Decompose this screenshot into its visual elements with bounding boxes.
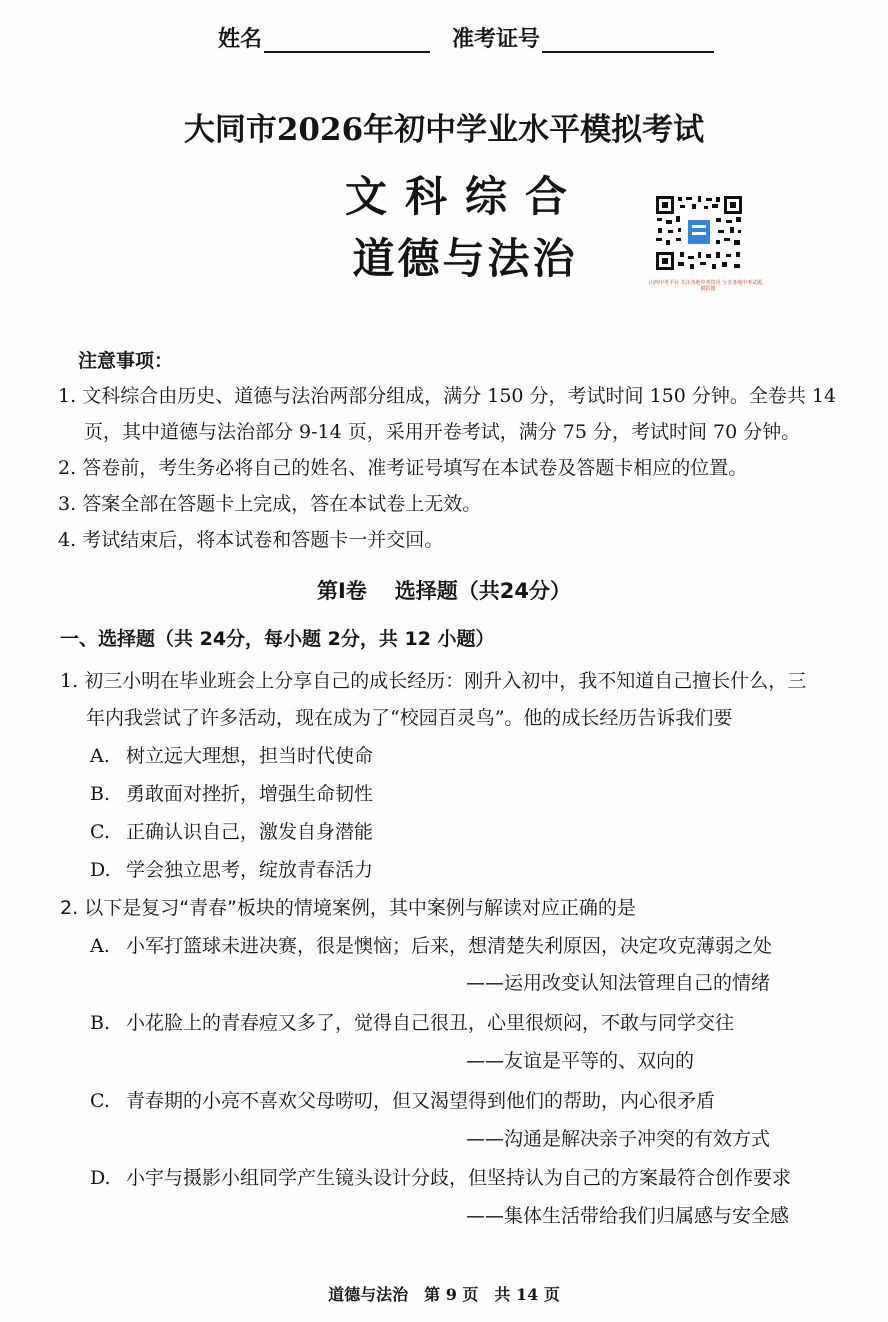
question-2-option-b-interpretation: ——友谊是平等的、双向的 <box>466 1050 695 1072</box>
qr-caption: 山西中考平台 关注各地中考资讯 分享各地中考试题、模拟题 <box>648 280 768 292</box>
option-label: C. <box>90 1090 110 1112</box>
question-1-option-a[interactable] <box>90 743 373 769</box>
question-2-stem <box>60 895 636 921</box>
option-label: D. <box>90 859 111 881</box>
question-1-option-c[interactable] <box>90 819 373 845</box>
question-number: 2. <box>60 897 79 919</box>
name-field[interactable] <box>218 22 430 53</box>
question-2-option-a-interpretation: ——运用改变认知法管理自己的情绪 <box>466 972 771 994</box>
part-heading: 一、选择题（共 24分，每小题 2分，共 12 小题） <box>60 628 495 650</box>
option-label: A. <box>90 745 110 767</box>
option-label: A. <box>90 935 110 957</box>
question-1-option-d[interactable] <box>90 857 373 883</box>
option-text: 勇敢面对挫折，增强生命韧性 <box>126 783 374 805</box>
notice-item-text: 考试结束后，将本试卷和答题卡一并交回。 <box>82 529 444 551</box>
question-text: 初三小明在毕业班会上分享自己的成长经历：刚升入初中，我不知道自己擅长什么，三 <box>84 670 807 692</box>
exam-id-label: 准考证号 <box>452 27 541 52</box>
option-label: B. <box>90 1012 111 1034</box>
option-label: C. <box>90 821 110 843</box>
question-1-stem-continuation: 年内我尝试了许多活动，现在成为了“校园百灵鸟”。他的成长经历告诉我们要 <box>86 707 733 729</box>
exam-id-blank-line[interactable] <box>542 29 714 53</box>
exam-title: 大同市2026年初中学业水平模拟考试 <box>183 112 705 148</box>
question-2-option-a[interactable] <box>90 933 772 959</box>
notice-item-3 <box>58 491 481 517</box>
question-2-option-c-interpretation: ——沟通是解决亲子冲突的有效方式 <box>466 1128 771 1150</box>
option-text: 小花脸上的青春痘又多了，觉得自己很丑，心里很烦闷，不敢与同学交往 <box>126 1012 735 1034</box>
option-text: 小宇与摄影小组同学产生镜头设计分歧，但坚持认为自己的方案最符合创作要求 <box>126 1167 792 1189</box>
option-text: 青春期的小亮不喜欢父母唠叨，但又渴望得到他们的帮助，内心很矛盾 <box>126 1090 716 1112</box>
name-label: 姓名 <box>218 27 263 52</box>
option-text: 学会独立思考，绽放青春活力 <box>126 859 374 881</box>
name-blank-line[interactable] <box>264 29 430 53</box>
section-title <box>0 575 888 605</box>
notice-item-number: 3. <box>58 493 77 515</box>
notice-item-text: 答卷前，考生务必将自己的姓名、准考证号填写在本试卷及答题卡相应的位置。 <box>82 457 748 479</box>
qr-code-icon <box>654 194 744 272</box>
notice-item-text: 文科综合由历史、道德与法治两部分组成，满分 150 分，考试时间 150 分钟。全卷共 14 <box>82 385 837 407</box>
notice-item-1 <box>58 383 836 409</box>
notice-item-number: 4. <box>58 529 77 551</box>
option-text: 小军打篮球未进决赛，很是懊恼；后来，想清楚失利原因，决定攻克薄弱之处 <box>126 935 773 957</box>
notice-item-2 <box>58 455 747 481</box>
volume-label: 第Ⅰ卷 <box>316 579 367 603</box>
notice-item-number: 2. <box>58 457 77 479</box>
question-number: 1. <box>60 670 79 692</box>
notice-item-number: 1. <box>58 385 77 407</box>
option-label: B. <box>90 783 111 805</box>
subject-title: 文科综合 <box>344 172 585 221</box>
section-name: 选择题（共24分） <box>394 579 572 603</box>
question-2-option-b[interactable] <box>90 1010 734 1036</box>
exam-header <box>0 22 888 62</box>
notice-heading: 注意事项： <box>78 350 174 372</box>
option-label: D. <box>90 1167 111 1189</box>
notice-item-1-continuation: 页，其中道德与法治部分 9-14 页，采用开卷考试，满分 75 分，考试时间 70 分钟。 <box>84 421 801 443</box>
question-1-stem <box>60 668 806 694</box>
question-2-option-d[interactable] <box>90 1165 791 1191</box>
option-text: 正确认识自己，激发自身潜能 <box>126 821 374 843</box>
sub-subject-title: 道德与法治 <box>352 234 578 283</box>
exam-id-field[interactable] <box>452 22 714 53</box>
question-1-option-b[interactable] <box>90 781 373 807</box>
notice-item-4 <box>58 527 443 553</box>
notice-item-text: 答案全部在答题卡上完成，答在本试卷上无效。 <box>82 493 482 515</box>
question-2-option-c[interactable] <box>90 1088 715 1114</box>
question-text: 以下是复习“青春”板块的情境案例，其中案例与解读对应正确的是 <box>84 897 636 919</box>
page-footer: 道德与法治 第 9 页 共 14 页 <box>328 1285 560 1304</box>
option-text: 树立远大理想，担当时代使命 <box>126 745 374 767</box>
question-2-option-d-interpretation: ——集体生活带给我们归属感与安全感 <box>466 1205 790 1227</box>
